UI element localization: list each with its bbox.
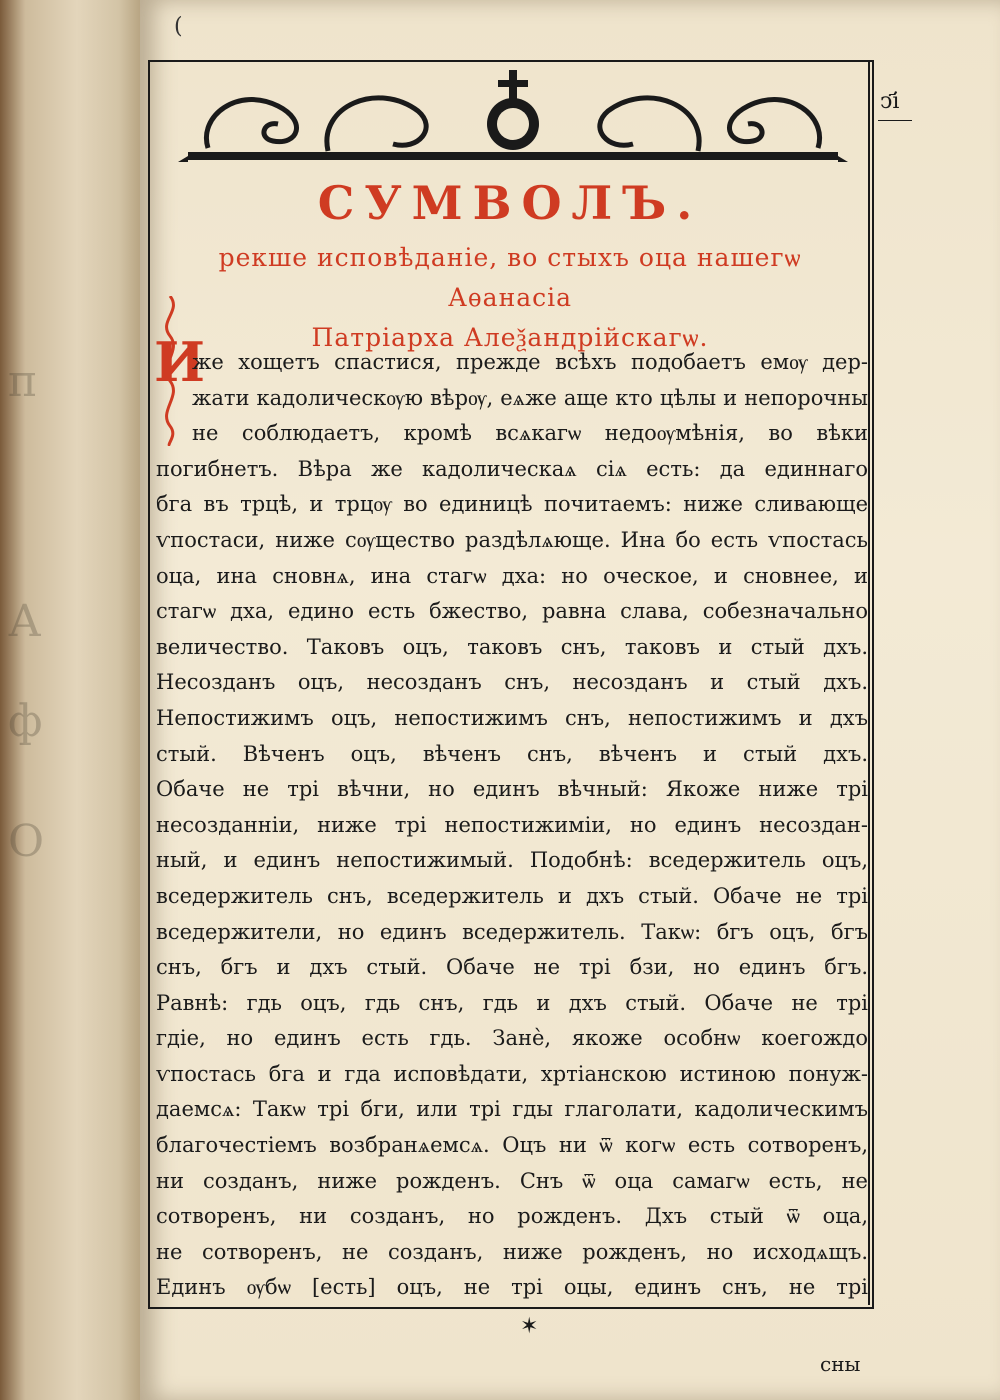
subtitle-line: Патріарха Алеѯандрійскагѡ. — [311, 323, 709, 352]
ghost-text-mark: О — [8, 816, 45, 867]
text-line: оца, ина сновнѧ, ина стагѡ дха: но оческое, и сновнее, и — [156, 563, 868, 588]
text-line: не сотворенъ, не созданъ, ниже рожденъ, но исходѧщъ. — [156, 1239, 868, 1264]
text-line: Обаче не трі вѣчни, но единъ вѣчный: Якоже ниже трі — [156, 777, 868, 802]
book-page — [140, 0, 1000, 1400]
text-line: гдіе, но единъ есть гдь. Занѐ, якоже особнѡ коегождо — [156, 1026, 868, 1051]
text-line: Непостижимъ оцъ, непостижимъ снъ, непостижимъ и дхъ — [156, 705, 868, 730]
text-line: жати кадолическѹю вѣрѹ, еѧже аще кто цѣлы и непорочны — [192, 385, 868, 410]
text-line: ѵпостась бга и гда исповѣдати, хртіанскою истиною понуж- — [156, 1061, 868, 1086]
ghost-text-mark: ф — [8, 696, 43, 747]
ornamental-headpiece — [178, 66, 848, 162]
text-line: несозданніи, ниже трі непостижиміи, но единъ несоздан- — [156, 812, 868, 837]
text-line: не соблюдаетъ, кромѣ всѧкагѡ недоѹмѣнія, во вѣки — [192, 421, 868, 446]
text-line: величество. Таковъ оцъ, таковъ снъ, таковъ и стый дхъ. — [156, 634, 868, 659]
text-line: ѵпостаси, ниже сѹщество раздѣлѧюще. Ина бо есть ѵпостась — [156, 527, 868, 552]
text-line: стый. Вѣченъ оцъ, вѣченъ снъ, вѣченъ и стый дхъ. — [156, 741, 868, 766]
subtitle-line: рекше исповѣданіе, во стыхъ оца нашегѡ Аѳанасіа — [218, 243, 802, 312]
text-line: Несозданъ оцъ, несозданъ снъ, несозданъ и стый дхъ. — [156, 670, 868, 695]
ghost-text-mark: п — [8, 356, 38, 407]
text-line: же хощетъ спастися, прежде всѣхъ подобаетъ емѹ дер- — [192, 350, 868, 374]
text-line: погибнетъ. Вѣра же кадолическаѧ сіѧ есть: да единнаго — [156, 456, 868, 481]
text-line: даемсѧ: Такѡ трі бги, или трі гды глаголати, кадолическимъ — [156, 1097, 868, 1122]
ghost-text-mark: А — [8, 596, 42, 647]
text-line: ный, и единъ непостижимый. Подобнѣ: вседержитель оцъ, — [156, 848, 868, 873]
frame-rule-right — [868, 60, 870, 1305]
text-line: благочестіемъ возбранѧемсѧ. Оцъ ни ѿ когѡ есть сотворенъ, — [156, 1133, 868, 1158]
text-line: Равнѣ: гдь оцъ, гдь снъ, гдь и дхъ стый. Обаче не трі — [156, 990, 868, 1015]
page-subtitle — [154, 238, 866, 358]
catchword: сны — [820, 1352, 861, 1376]
page-corner-mark: ( — [174, 14, 183, 39]
page-title: СУМВОЛЪ. — [317, 176, 703, 230]
star-ornament: ✶ — [520, 1314, 539, 1339]
facing-page-edge — [0, 0, 140, 1400]
text-line: стагѡ дха, едино есть бжество, равна слава, собезначально — [156, 599, 868, 624]
text-line: сотворенъ, ни созданъ, но рожденъ. Дхъ стый ѿ оца, — [156, 1204, 868, 1229]
text-line: снъ, бгъ и дхъ стый. Обаче не трі бзи, но единъ бгъ. — [156, 955, 868, 980]
folio-number: ↄ҃і — [880, 89, 900, 114]
text-line: Единъ ѹбѡ [есть] оцъ, не трі оцы, единъ снъ, не трі — [156, 1275, 868, 1300]
text-line: вседержитель снъ, вседержитель и дхъ стый. Обаче не трі — [156, 883, 868, 908]
folio-rule — [878, 120, 912, 121]
text-line: ни созданъ, ниже рожденъ. Снъ ѿ оца самагѡ есть, не — [156, 1168, 868, 1193]
body-text — [156, 345, 868, 1306]
text-line: бга въ трцѣ, и трцѹ во единицѣ почитаемъ: ниже сливающе — [156, 492, 868, 517]
text-line: вседержители, но единъ вседержитель. Такѡ: бгъ оцъ, бгъ — [156, 919, 868, 944]
drop-cap-initial: И — [154, 330, 206, 394]
